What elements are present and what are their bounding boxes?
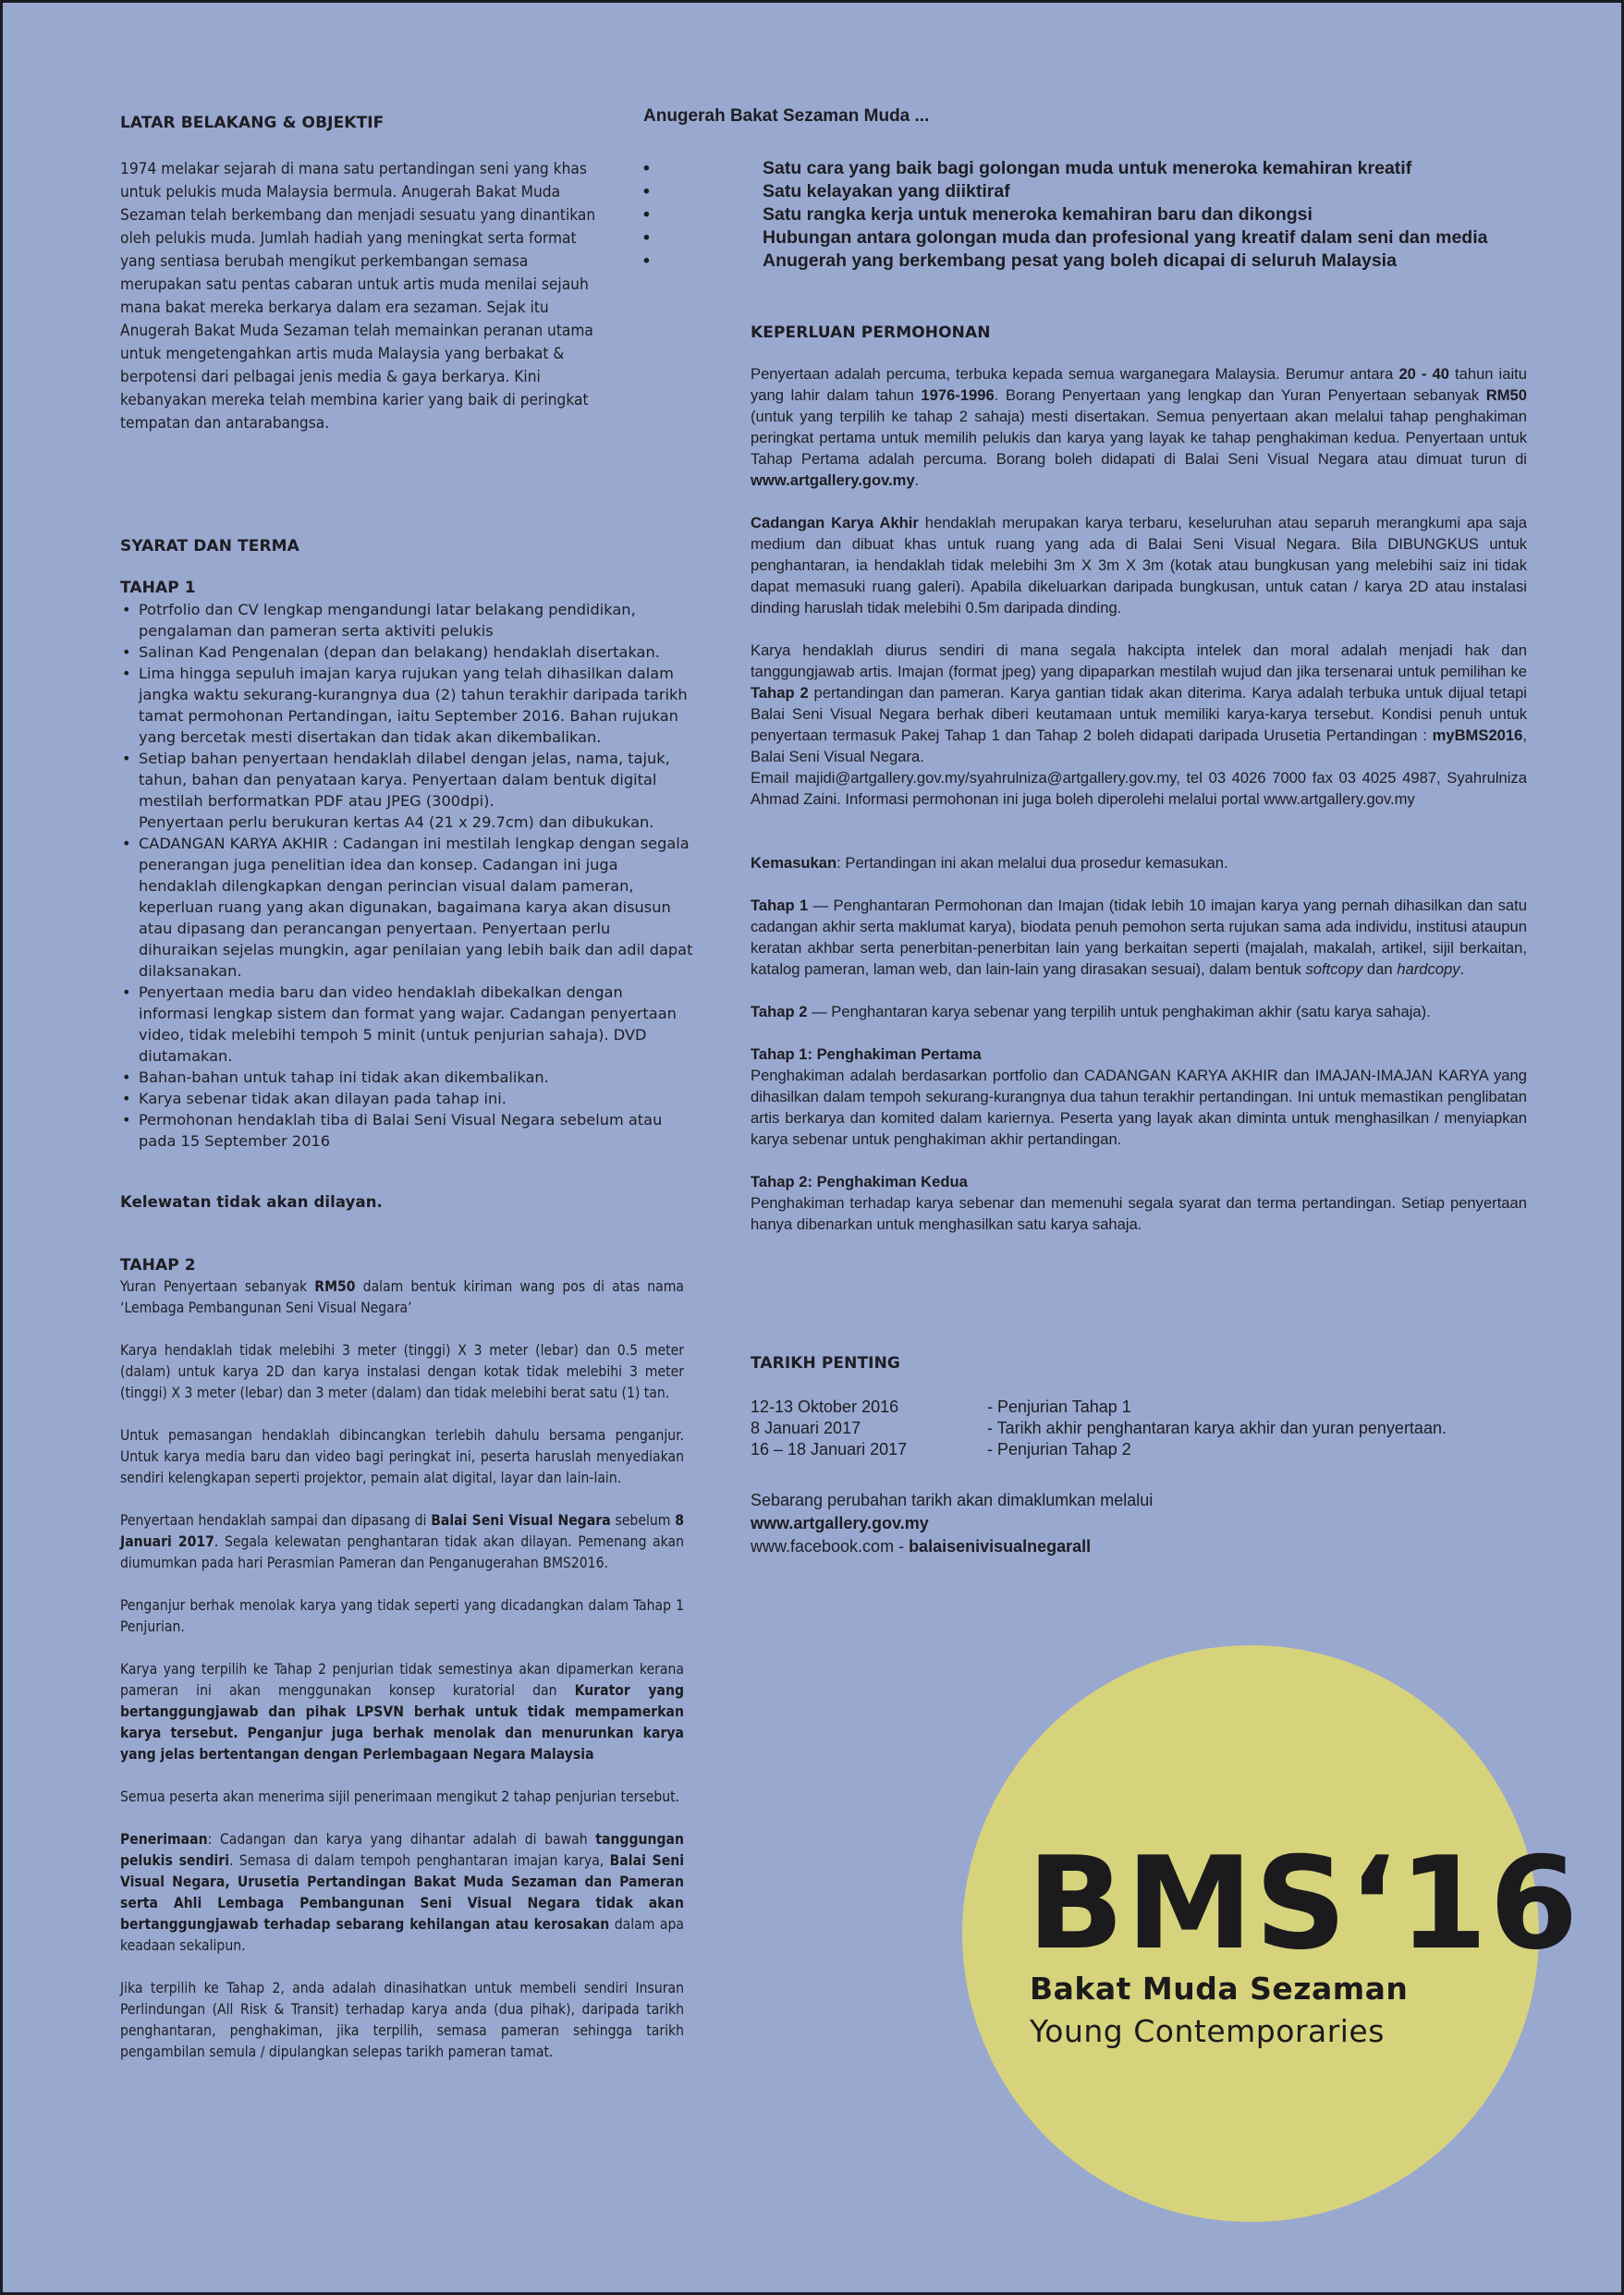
list-item: • Satu rangka kerja untuk meneroka kemahiran baru dan dikongsi: [643, 204, 1313, 225]
list-item: • Anugerah yang berkembang pesat yang boleh dicapai di seluruh Malaysia: [643, 250, 1397, 271]
bullet-icon: •: [643, 227, 650, 248]
list-item: • Satu kelayakan yang diiktiraf: [643, 181, 1010, 201]
list-item: • Potrfolio dan CV lengkap mengandungi latar belakang pendidikan, pengalaman dan pameran serta aktiviti pelukis: [120, 599, 693, 641]
list-item: • Karya sebenar tidak akan dilayan pada tahap ini.: [120, 1088, 693, 1109]
desc-cell: - Penjurian Tahap 2: [987, 1440, 1131, 1459]
logo-title-english: Young Contemporaries: [1030, 2013, 1385, 2049]
desc-cell: - Tarikh akhir penghantaran karya akhir dan yuran penyertaan.: [987, 1419, 1447, 1437]
eligibility-paragraph: Penyertaan adalah percuma, terbuka kepada semua warganegara Malaysia. Berumur antara 20 - 40 tahun iaitu yang lahir dalam tahun 1976-1996. Borang Penyertaan yang lengkap dan Yuran Penyertaan sebanyak RM50 (untuk yang terpilih ke tahap 2 sahaja) mesti disertakan. Semua penyertaan akan melalui tahap penghakiman peringkat pertama untuk memilih pelukis dan karya yang layak ke tahap penghakiman kedua. Penyertaan untuk Tahap Pertama adalah percuma. Borang boleh didapati di Balai Seni Visual Negara atau dimuat turun di www.artgallery.gov.my.: [751, 365, 1528, 489]
list-item: • CADANGAN KARYA AKHIR : Cadangan ini mestilah lengkap dengan segala penerangan juga penelitian idea dan konsep. Cadangan ini juga hendaklah dilengkapkan dengan perincian visual dalam pameran, keperluan ruang yang akan digunakan, bagaimana karya akan disusun atau dipasang dan perancangan penyertaan. Penyertaan perlu dihuraikan sejelas mungkin, agar penilaian yang lebih baik dan adil dapat dilaksanakan.: [120, 833, 693, 982]
heading-syarat: SYARAT DAN TERMA: [120, 537, 299, 555]
date-cell: 16 – 18 Januari 2017: [751, 1440, 908, 1459]
website-link[interactable]: www.artgallery.gov.my: [751, 471, 915, 489]
bullet-icon: •: [643, 181, 650, 201]
facebook-link[interactable]: www.facebook.com - balaisenivisualnegarall: [751, 1537, 1092, 1556]
website-link[interactable]: www.artgallery.gov.my: [751, 1514, 929, 1532]
tahap2-size-limits: Karya hendaklah tidak melebihi 3 meter (tinggi) X 3 meter (lebar) dan 0.5 meter (dalam) untuk karya 2D dan karya instalasi dengan kotak tidak melebihi 3 meter (tinggi) X 3 meter (lebar) dan 3 meter (dalam) dan tidak melebihi berat satu (1) tan.: [120, 1342, 684, 1401]
list-item: • Permohonan hendaklah tiba di Balai Seni Visual Negara sebelum atau pada 15 September 2016: [120, 1109, 693, 1152]
penghakiman2-title: Tahap 2: Penghakiman Kedua: [751, 1173, 968, 1190]
penghakiman1-body: Penghakiman adalah berdasarkan portfolio dan CADANGAN KARYA AKHIR dan IMAJAN-IMAJAN KARYA yang dihasilkan dalam tempoh sekurang-kurangnya dua tahun terakhir pertandingan. Ini untuk memastikan penglibatan artis berkarya dan komited dalam kariernya. Peserta yang layak akan diminta untuk menghasilkan / menyiapkan karya sebenar untuk penghakiman akhir pertandingan.: [751, 1067, 1527, 1148]
bullet-icon: •: [643, 250, 650, 271]
desc-cell: - Penjurian Tahap 1: [987, 1398, 1131, 1416]
date-cell: 12-13 Oktober 2016: [751, 1398, 899, 1416]
copyright-paragraph: Karya hendaklah diurus sendiri di mana segala hakcipta intelek dan moral adalah menjadi hak dan tanggungjawab artis. Imajan (format jpeg) yang dipaparkan mestilah wujud dan jika tersenarai untuk pemilihan ke Tahap 2 pertandingan dan pameran. Karya gantian tidak akan diterima. Karya adalah terbuka untuk dijual tetapi Balai Seni Visual Negara berhak diberi keutamaan untuk memiliki karya-karya tersebut. Kondisi penuh untuk penyertaan termasuk Pakej Tahap 1 dan Tahap 2 boleh didapati daripada Urusetia Pertandingan : myBMS2016, Balai Seni Visual Negara. Email majidi@artgallery.gov.my/syahrulniza@artgallery.gov.my, tel 03 4026 7000 fax 03 4025 4987, Syahrulniza Ahmad Zaini. Informasi permohonan ini juga boleh diperolehi melalui portal www.artgallery.gov.my: [751, 641, 1527, 808]
logo-mark: BMS‘16: [1027, 1829, 1581, 1978]
list-item: • Hubungan antara golongan muda dan profesional yang kreatif dalam seni dan media: [643, 227, 1488, 248]
date-cell: 8 Januari 2017: [751, 1419, 861, 1437]
list-item: • Lima hingga sepuluh imajan karya rujukan yang telah dihasilkan dalam jangka waktu sekurang-kurangnya dua (2) tahun terakhir daripada tarikh tamat permohonan Pertandingan, iaitu September 2016. Bahan rujukan yang bercetak mesti disertakan dan tidak akan dikembalikan.: [120, 663, 693, 748]
list-item: • Satu cara yang baik bagi golongan muda untuk meneroka kemahiran kreatif: [643, 158, 1412, 178]
tahap1-requirements-list: [120, 599, 693, 1152]
item-extra: Penyertaan perlu berukuran kertas A4 (21 x 29.7cm) dan dibukukan.: [139, 813, 654, 831]
penghakiman1-title: Tahap 1: Penghakiman Pertama: [751, 1045, 982, 1063]
tahap2-installation: Untuk pemasangan hendaklah dibincangkan terlebih dahulu bersama penganjur. Untuk karya media baru dan video bagi peringkat ini, peserta haruslah menyediakan sendiri kelengkapan seperti projektor, pemain alat digital, layar dan lain-lain.: [120, 1427, 684, 1486]
bullet-icon: •: [643, 158, 650, 178]
tahap2-acceptance: Penerimaan: Cadangan dan karya yang dihantar adalah di bawah tanggungan pelukis sendiri. Semasa di dalam tempoh penghantaran imajan karya, Balai Seni Visual Negara, Urusetia Pertandingan Bakat Muda Sezaman dan Pameran serta Ahli Lembaga Pembangunan Seni Visual Negara tidak akan bertanggungjawab terhadap sebarang kehilangan atau kerosakan dalam apa keadaan sekalipun.: [120, 1831, 684, 1954]
logo-title-malay: Bakat Muda Sezaman: [1030, 1971, 1409, 2007]
list-item: • Setiap bahan penyertaan hendaklah dilabel dengan jelas, nama, tajuk, tahun, bahan dan penyataan karya. Penyertaan dalam bentuk digital mestilah berformatkan PDF atau JPEG (300dpi). Penyertaan perlu berukuran kertas A4 (21 x 29.7cm) dan dibukukan.: [120, 748, 693, 833]
anugerah-list: [643, 157, 1568, 273]
anugerah-benefits: [643, 106, 1568, 273]
tahap2-rejection: Penganjur berhak menolak karya yang tidak seperti yang dicadangkan dalam Tahap 1 Penjurian.: [120, 1597, 684, 1635]
kemasukan-paragraph: Kemasukan: Pertandingan ini akan melalui dua prosedur kemasukan.: [751, 854, 1228, 872]
list-item: • Bahan-bahan untuk tahap ini tidak akan dikembalikan.: [120, 1067, 693, 1088]
latar-body: 1974 melakar sejarah di mana satu pertandingan seni yang khas untuk pelukis muda Malaysia bermula. Anugerah Bakat Muda Sezaman telah berkembang dan menjadi sesuatu yang dinantikan oleh pelukis muda. Jumlah hadiah yang meningkat serta format yang sentiasa berubah mengikut perkembangan semasa merupakan satu pentas cabaran untuk artis muda menilai sejauh mana bakat mereka berkarya dalam era sezaman. Sejak itu Anugerah Bakat Muda Sezaman telah memainkan peranan utama untuk mengetengahkan artis muda Malaysia yang berbakat & berpotensi dari pelbagai jenis media & gaya berkarya. Kini kebanyakan mereka telah membina karier yang baik di peringkat tempatan dan antarabangsa.: [120, 160, 596, 433]
penghakiman2-body: Penghakiman terhadap karya sebenar dan memenuhi segala syarat dan terma pertandingan. Setiap penyertaan hanya dibenarkan untuk menghasilkan satu karya sahaja.: [751, 1194, 1527, 1233]
list-item: • Salinan Kad Pengenalan (depan dan belakang) hendaklah disertakan.: [120, 641, 693, 663]
keperluan-body: [751, 363, 1527, 1235]
poster-page: [3, 3, 1621, 2292]
heading-latar: LATAR BELAKANG & OBJEKTIF: [120, 114, 385, 132]
final-proposal-paragraph: Cadangan Karya Akhir hendaklah merupakan karya terbaru, keseluruhan atau separuh merangkumi apa saja medium dan dibuat khas untuk ruang yang ada di Balai Seni Visual Negara. Bila DIBUNGKUS untuk penghantaran, ia hendaklah tidak melebihi 3m X 3m X 3m (kotak atau bungkusan yang melebihi saiz ini tidak dapat memasuki ruang galeri). Apabila dikeluarkan daripada bungkusan, untuk catan / karya 2D atau instalasi dinding haruslah tidak melebihi 0.5m daripada dinding.: [751, 514, 1527, 616]
tahap1-entry-paragraph: Tahap 1 — Penghantaran Permohonan dan Imajan (tidak lebih 10 imajan karya yang pernah dihasilkan dan satu cadangan akhir serta maklumat karya), biodata penuh pemohon serta rujukan sama ada individu, institusi ataupun keratan akhbar serta penerbitan-penerbitan lain yang berkaitan seperti (majalah, makalah, artikel, sijil berkaitan, katalog pameran, laman web, dan lain-lain yang dirasakan sesuai), dalam bentuk softcopy dan hardcopy.: [751, 897, 1527, 978]
contact-info: Email majidi@artgallery.gov.my/syahrulniza@artgallery.gov.my, tel 03 4026 7000 fax 03 4025 4987, Syahrulniza Ahmad Zaini. Informasi permohonan ini juga boleh diperolehi melalui portal www.artgallery.gov.my: [751, 769, 1527, 808]
late-note: Kelewatan tidak akan dilayan.: [120, 1193, 383, 1211]
tahap2-fee: Yuran Penyertaan sebanyak RM50 dalam bentuk kiriman wang pos di atas nama ‘Lembaga Pembangunan Seni Visual Negara’: [120, 1278, 684, 1316]
tahap2-certificate: Semua peserta akan menerima sijil penerimaan mengikut 2 tahap penjurian tersebut.: [120, 1788, 680, 1805]
bullet-icon: •: [643, 204, 650, 225]
tahap2-delivery: Penyertaan hendaklah sampai dan dipasang di Balai Seni Visual Negara sebelum 8 Januari 2017. Segala kelewatan penghantaran tidak akan dilayan. Pemenang akan diumumkan pada hari Perasmian Pameran dan Penganugerahan BMS2016.: [120, 1512, 685, 1571]
tahap2-curation: Karya yang terpilih ke Tahap 2 penjurian tidak semestinya akan dipamerkan kerana pameran ini akan menggunakan konsep kuratorial dan Kurator yang bertanggungjawab dan pihak LPSVN berhak untuk tidak mempamerkan karya tersebut. Penganjur juga berhak menolak dan menurunkan karya yang jelas bertentangan dengan Perlembagaan Negara Malaysia: [120, 1661, 685, 1763]
tahap2-body: [120, 1276, 684, 2063]
list-item: • Penyertaan media baru dan video hendaklah dibekalkan dengan informasi lengkap sistem dan format yang wajar. Cadangan penyertaan video, tidak melebihi tempoh 5 minit (untuk penjurian sahaja). DVD diutamakan.: [120, 982, 693, 1067]
heading-tahap2: TAHAP 2: [120, 1256, 196, 1275]
important-dates-table: [751, 1397, 1447, 1460]
heading-keperluan: KEPERLUAN PERMOHONAN: [751, 323, 991, 342]
contact-links: [751, 1489, 1153, 1558]
bms16-logo: [962, 1645, 1581, 2222]
change-notice: Sebarang perubahan tarikh akan dimaklumkan melalui: [751, 1491, 1154, 1509]
tahap2-insurance: Jika terpilih ke Tahap 2, anda adalah dinasihatkan untuk membeli sendiri Insuran Perlindungan (All Risk & Transit) terhadap karya anda (dua pihak), daripada tarikh penghantaran, penghakiman, jika terpilih, semasa pameran sehingga tarikh pengambilan semula / dipulangkan selepas tarikh pameran tamat.: [120, 1980, 684, 2060]
tahap2-entry-paragraph: Tahap 2 — Penghantaran karya sebenar yang terpilih untuk penghakiman akhir (satu karya sahaja).: [751, 1003, 1431, 1020]
heading-tahap1: TAHAP 1: [120, 579, 196, 597]
anugerah-title: Anugerah Bakat Sezaman Muda ...: [643, 106, 930, 126]
heading-tarikh: TARIKH PENTING: [751, 1354, 900, 1373]
